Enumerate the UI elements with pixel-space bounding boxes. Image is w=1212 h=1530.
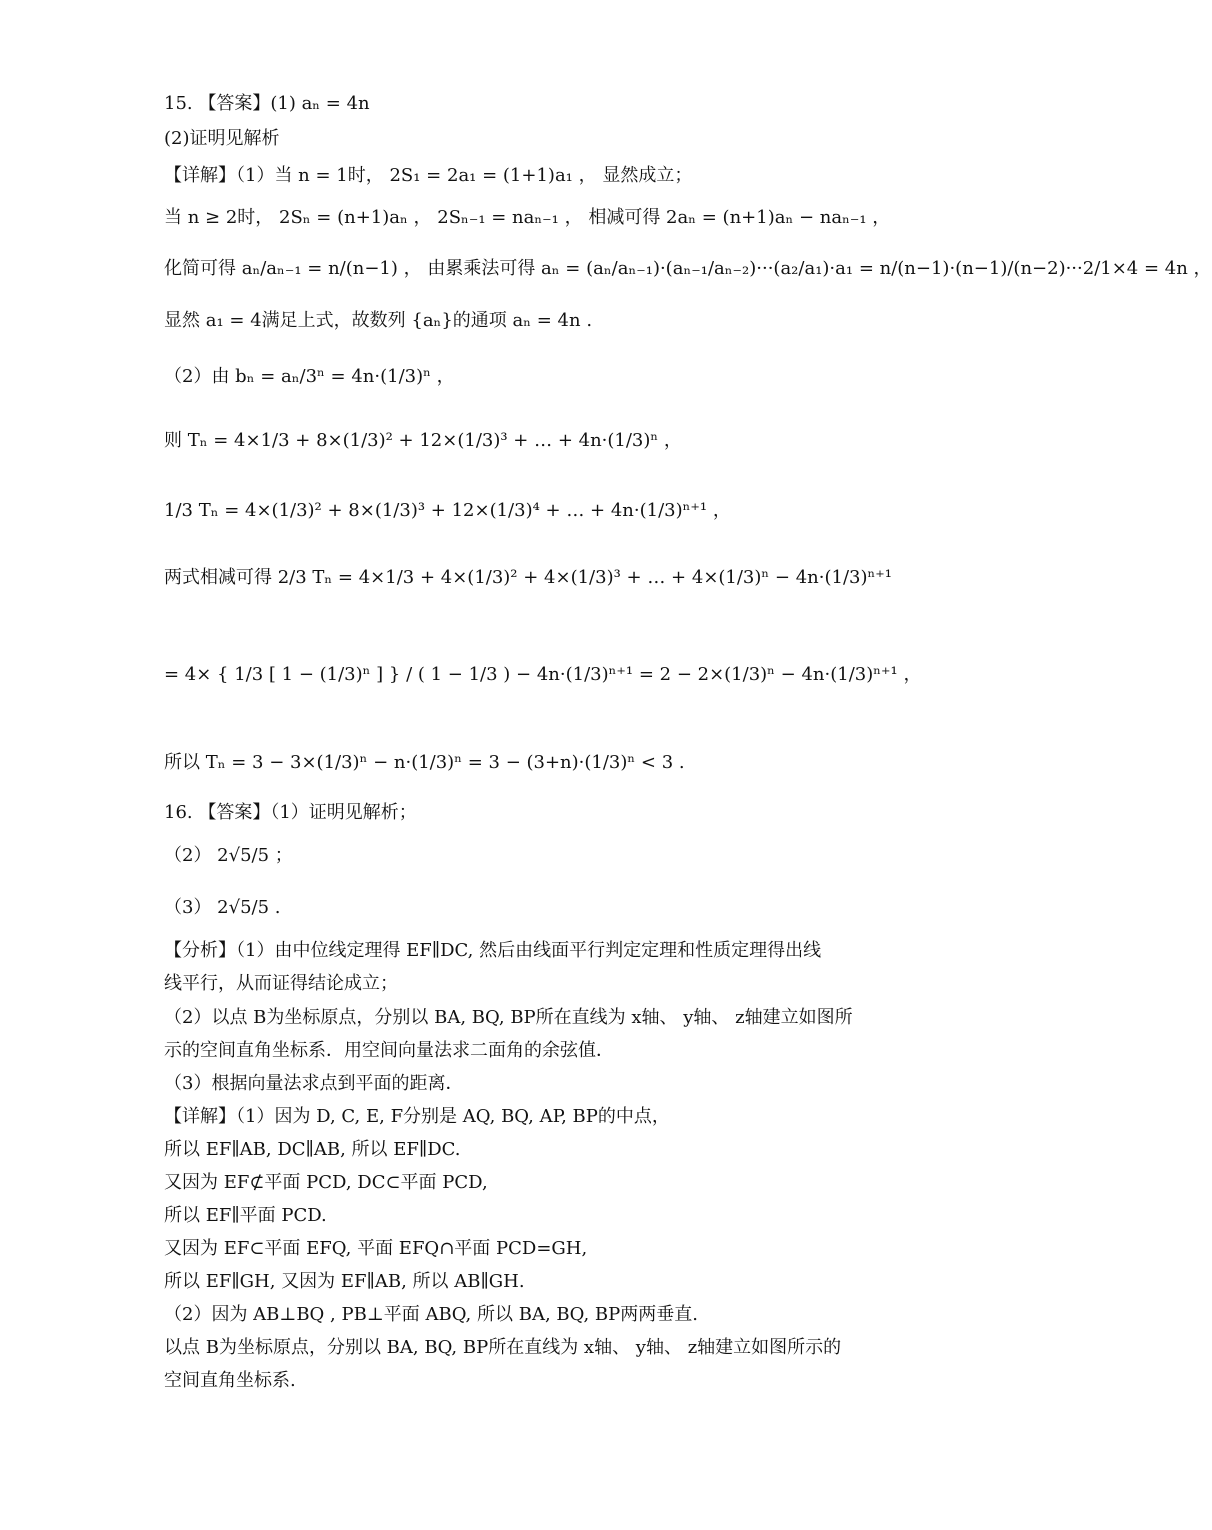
line-16-detail-4: 所以 EF∥平面 PCD. [164,1205,327,1226]
line-16-analysis-3: （2）以点 B为坐标原点，分别以 BA, BQ, BP所在直线为 x轴、 y轴、 z轴建立如图所 [164,1007,853,1028]
line-16-detail-2: 所以 EF∥AB, DC∥AB, 所以 EF∥DC. [164,1139,461,1160]
line-15-detail-7: 1/3 Tₙ = 4×(1/3)² + 8×(1/3)³ + 12×(1/3)⁴ + … + 4n·(1/3)ⁿ⁺¹ ， [164,500,731,521]
line-15-detail-2: 当 n ≥ 2时， 2Sₙ = (n+1)aₙ ， 2Sₙ₋₁ = naₙ₋₁ ， 相减可得 2aₙ = (n+1)aₙ − naₙ₋₁ ， [164,207,891,228]
line-15-detail-1: 【详解】（1）当 n = 1时， 2S₁ = 2a₁ = (1+1)a₁ ， 显然成立； [164,165,693,186]
line-15-part2-answer: (2)证明见解析 [164,128,280,149]
line-16-answer-3: （3） 2√5/5 . [164,897,281,918]
line-15-detail-6: 则 Tₙ = 4×1/3 + 8×(1/3)² + 12×(1/3)³ + … + 4n·(1/3)ⁿ ， [164,430,682,451]
line-15-detail-10: 所以 Tₙ = 3 − 3×(1/3)ⁿ − n·(1/3)ⁿ = 3 − (3+n)·(1/3)ⁿ < 3 . [164,752,685,773]
line-16-answer-2: （2） 2√5/5 ； [164,845,293,866]
line-16-detail-3: 又因为 EF⊄平面 PCD, DC⊂平面 PCD, [164,1172,488,1193]
line-15-detail-8: 两式相减可得 2/3 Tₙ = 4×1/3 + 4×(1/3)² + 4×(1/3)³ + … + 4×(1/3)ⁿ − 4n·(1/3)ⁿ⁺¹ [164,567,893,588]
line-16-analysis-2: 线平行，从而证得结论成立； [164,973,398,994]
line-16-analysis-1: 【分析】（1）由中位线定理得 EF∥DC, 然后由线面平行判定定理和性质定理得出线 [164,940,822,961]
line-15-answer: 15. 【答案】(1) aₙ = 4n [164,93,370,114]
line-16-detail-5: 又因为 EF⊂平面 EFQ, 平面 EFQ∩平面 PCD=GH, [164,1238,588,1259]
line-15-detail-3: 化简可得 aₙ/aₙ₋₁ = n/(n−1) ， 由累乘法可得 aₙ = (aₙ/aₙ₋₁)·(aₙ₋₁/aₙ₋₂)···(a₂/a₁)·a₁ = n/(n−1)·(n−1)/(n−2)···2/1×4 = 4n ， [164,258,1212,279]
line-16-detail-8: 以点 B为坐标原点，分别以 BA, BQ, BP所在直线为 x轴、 y轴、 z轴建立如图所示的 [164,1337,842,1358]
line-16-detail-1: 【详解】（1）因为 D, C, E, F分别是 AQ, BQ, AP, BP的中点， [164,1106,670,1127]
line-16-detail-7: （2）因为 AB⊥BQ , PB⊥平面 ABQ, 所以 BA, BQ, BP两两垂直. [164,1304,698,1325]
line-16-analysis-5: （3）根据向量法求点到平面的距离． [164,1073,464,1094]
line-15-detail-4: 显然 a₁ = 4满足上式，故数列 {aₙ}的通项 aₙ = 4n . [164,310,593,331]
line-16-detail-9: 空间直角坐标系. [164,1370,296,1391]
line-16-answer: 16. 【答案】（1）证明见解析； [164,802,417,823]
line-16-analysis-4: 示的空间直角坐标系．用空间向量法求二面角的余弦值． [164,1040,614,1061]
line-15-detail-5: （2）由 bₙ = aₙ/3ⁿ = 4n·(1/3)ⁿ ， [164,366,455,387]
line-16-detail-6: 所以 EF∥GH, 又因为 EF∥AB, 所以 AB∥GH. [164,1271,525,1292]
line-15-detail-9: = 4× { 1/3 [ 1 − (1/3)ⁿ ] } / ( 1 − 1/3 ) − 4n·(1/3)ⁿ⁺¹ = 2 − 2×(1/3)ⁿ − 4n·(1/3)ⁿ⁺¹ ， [164,664,922,685]
